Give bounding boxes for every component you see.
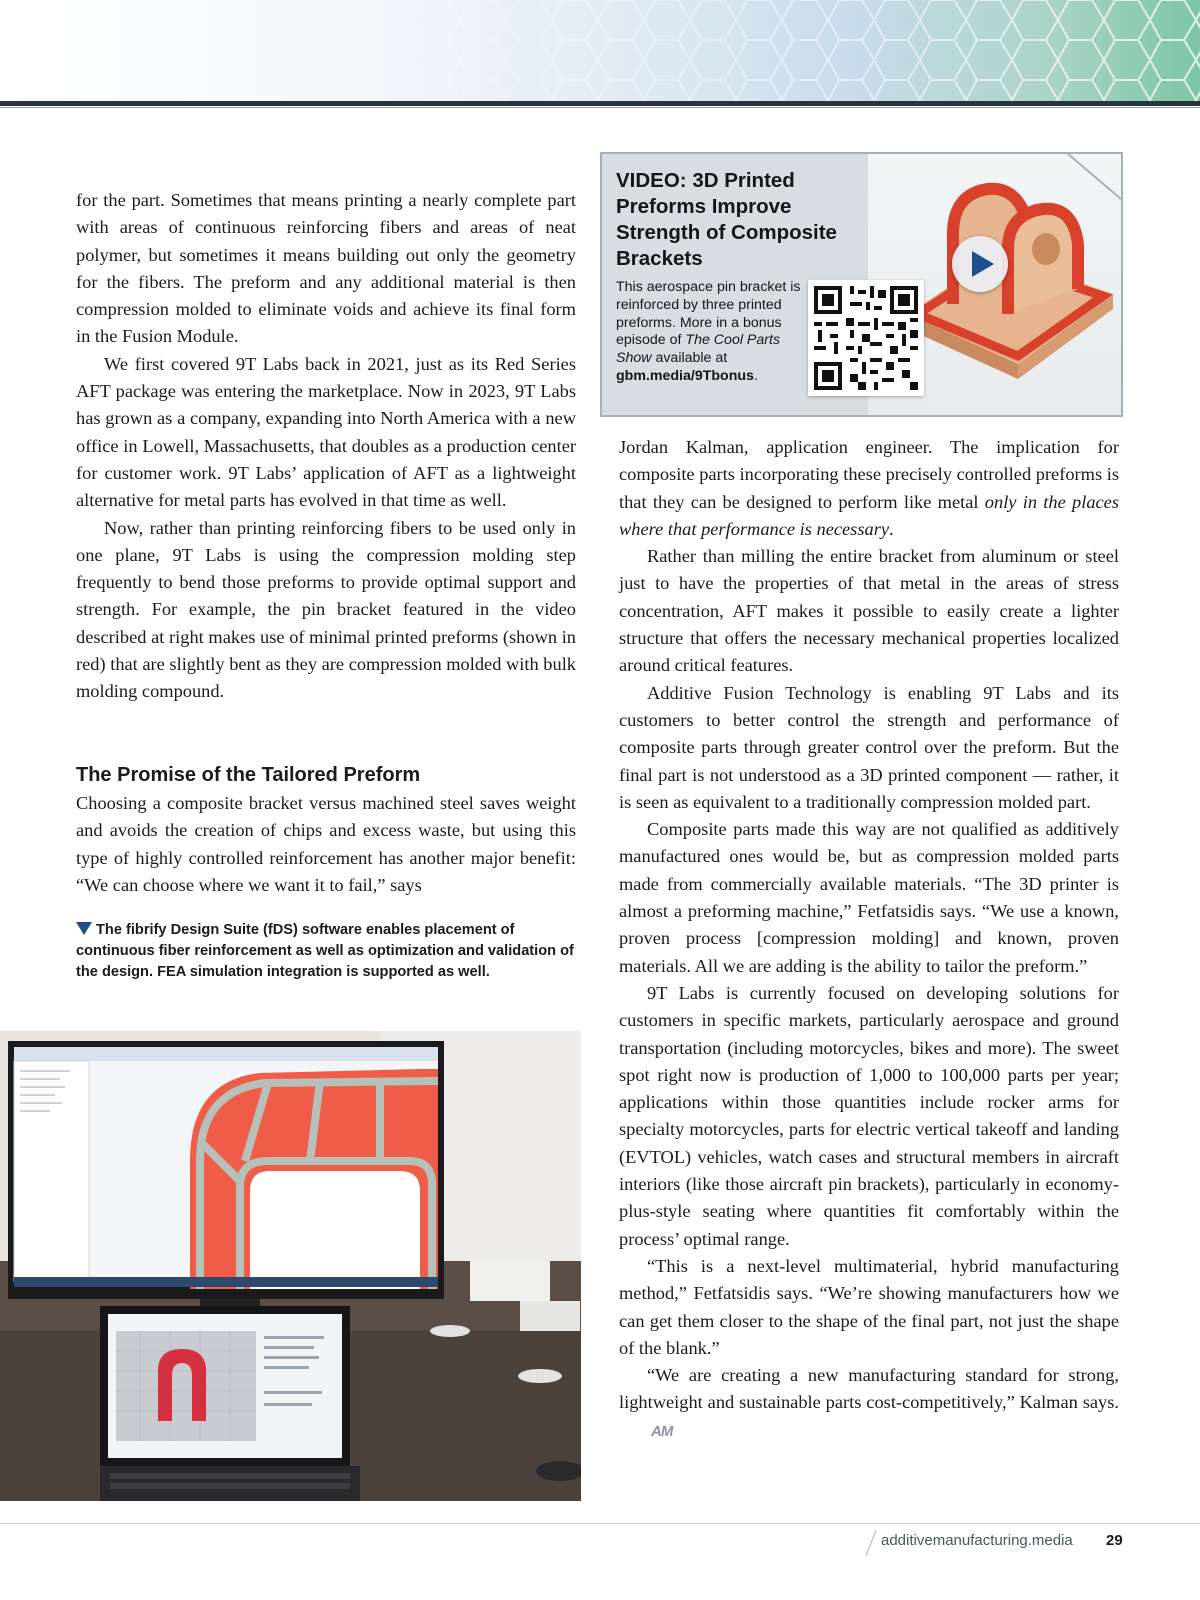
video-desc-text-2: available at [651, 350, 728, 367]
footer-site-link[interactable]: additivemanufacturing.media [881, 1532, 1073, 1549]
qr-code-icon [810, 282, 922, 394]
video-show-name: The Cool Parts Show [616, 332, 781, 367]
hexagon-pattern [0, 0, 1200, 104]
photo-caption [76, 920, 576, 983]
video-title: VIDEO: 3D Printed Preforms Improve Strength of Composite Brackets [616, 169, 837, 270]
header-banner [0, 0, 1200, 104]
qr-code[interactable] [808, 280, 924, 396]
software-photo [0, 1031, 581, 1501]
caption-triangle-icon [76, 922, 92, 935]
right-column [619, 434, 1119, 1445]
section-subhead: The Promise of the Tailored Preform [76, 764, 421, 786]
header-rule [0, 101, 1200, 106]
left-column [76, 187, 576, 706]
right-p7-text: “We are creating a new manufacturing standard for strong, lightweight and sustainable parts cost-competitively,” Kalman says. [619, 1365, 1119, 1413]
video-desc-text: This aerospace pin bracket is reinforced by three printed preforms. More in a bonus episode of [616, 279, 801, 349]
left-paragraph-2: We first covered 9T Labs back in 2021, just as its Red Series AFT package was entering the marketplace. Now in 2023, 9T Labs has grown as a company, expanding into North America with a new office in Lowell, Massachusetts, that doubles as a production center for customer work. 9T Labs’ application of AFT as a lightweight alternative for metal parts has evolved in that time as well. [76, 353, 576, 511]
right-p1-text: Jordan Kalman, application engineer. The implication for composite parts incorporating these precisely controlled preforms is that they can be designed to perform like metal [619, 437, 1119, 512]
right-paragraph-7 [619, 1362, 1119, 1445]
right-paragraph-3: Additive Fusion Technology is enabling 9T Labs and its customers to better control the strength and performance of composite parts through greater control over the preform. But the final part is not understood as a 3D printed component — rather, it is seen as equivalent to a traditionally compression molded part. [619, 682, 1119, 812]
right-paragraph-5: 9T Labs is currently focused on developing solutions for customers in specific markets, particularly aerospace and ground transportation (including motorcycles, bikes and more). The sweet spot right now is production of 1,000 to 100,000 parts per year; applications within those quantities include rocker arms for specialty motorcycles, parts for electric vertical takeoff and landing (EVTOL) vehicles, watch cases and structural members in aircraft interiors (like those aircraft pin brackets), particularly in economy-plus-style seating where quantities fit comfortably within the process’ optimal range. [619, 982, 1119, 1249]
page-number: 29 [1106, 1532, 1123, 1549]
end-mark-logo: AM [651, 1422, 673, 1440]
left-paragraph-4: Choosing a composite bracket versus machined steel saves weight and avoids the creation of chips and excess waste, but using this type of highly controlled reinforcement has another major benefit: “We can choose where we want it to fail,” says [76, 793, 576, 895]
footer-rule [0, 1523, 1200, 1524]
left-paragraph-3: Now, rather than printing reinforcing fibers to be used only in one plane, 9T Labs is using the compression molding step frequently to bend those preforms to provide optimal support and strength. For example, the pin bracket featured in the video described at right makes use of minimal printed preforms (shown in red) that are slightly bent as they are compression molded with bulk molding compound. [76, 517, 576, 702]
footer-slash-icon [864, 1528, 878, 1558]
video-play-button[interactable] [952, 236, 1008, 292]
right-p1-italic: only in the places where that performance is necessary [619, 491, 1119, 539]
header-rule-thin [0, 107, 1200, 108]
right-paragraph-4: Composite parts made this way are not qualified as additively manufactured ones would be, but as compression molded parts made from commercially available materials. “The 3D printer is almost a preforming machine,” Fetfatsidis says. “We use a known, proven process [compression molding] and known, proven materials. All we are adding is the ability to tailor the preform.” [619, 819, 1119, 976]
video-description [616, 279, 816, 386]
left-column-continued [76, 790, 576, 899]
left-paragraph-1: for the part. Sometimes that means printing a nearly complete part with areas of continuous reinforcing fibers and areas of neat polymer, but sometimes it means building out only the geometry for the fibers. The preform and any additional material is then compression molded to eliminate voids and achieve its final form in the Fusion Module. [76, 190, 576, 347]
video-url-link[interactable]: gbm.media/9Tbonus [616, 367, 754, 384]
right-paragraph-6: “This is a next-level multimaterial, hybrid manufacturing method,” Fetfatsidis says. “We’re showing manufacturers how we can get them closer to the shape of the final part, not just the shape of the blank.” [619, 1255, 1119, 1358]
right-p1-end: . [889, 518, 894, 539]
caption-text: The fibrify Design Suite (fDS) software enables placement of continuous fiber reinforcement as well as optimization and validation of the design. FEA simulation integration is supported as well. [76, 922, 574, 980]
video-desc-end: . [753, 367, 758, 384]
right-paragraph-2: Rather than milling the entire bracket from aluminum or steel just to have the properties of that metal in the areas of stress concentration, AFT makes it possible to easily create a lighter structure that offers the necessary mechanical properties localized around critical features. [619, 546, 1119, 676]
right-paragraph-1 [619, 434, 1119, 543]
